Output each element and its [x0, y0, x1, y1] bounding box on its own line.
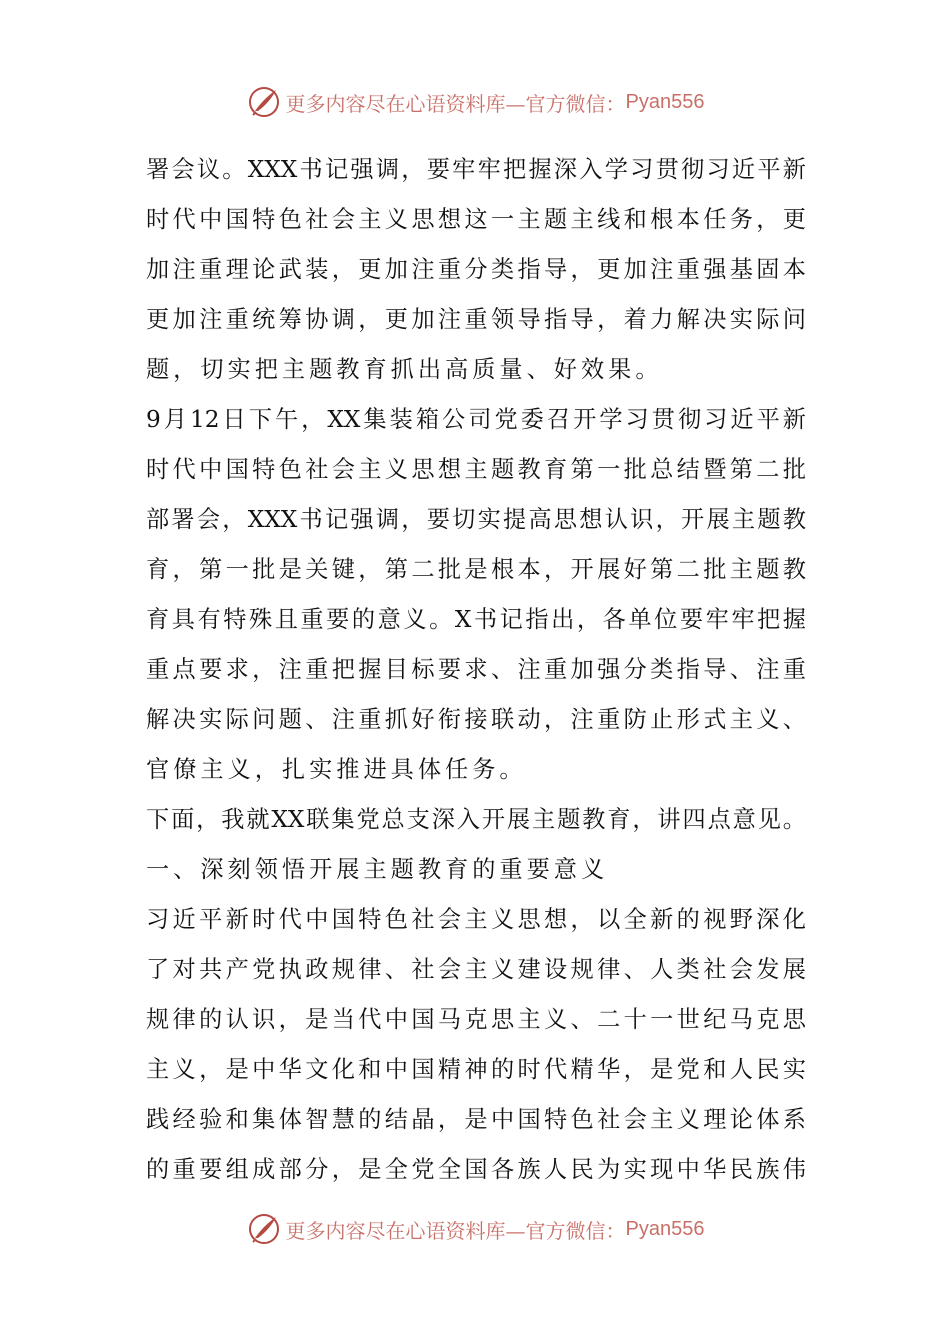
text-line: 时代中国特色社会主义思想主题教育第一批总结暨第二批 — [146, 456, 806, 483]
text-line: 题，切实把主题教育抓出高质量、好效果。 — [146, 356, 663, 383]
text-line: 规律的认识，是当代中国马克思主义、二十一世纪马克思 — [146, 1006, 806, 1033]
text-line: 署会议。XXX书记强调，要牢牢把握深入学习贯彻习近平新 — [146, 156, 806, 183]
text-line: 重点要求，注重把握目标要求、注重加强分类指导、注重 — [146, 656, 806, 683]
text-line: 加注重理论武装，更加注重分类指导，更加注重强基固本 — [146, 256, 806, 283]
text-line: 了对共产党执政规律、社会主义建设规律、人类社会发展 — [146, 956, 806, 983]
quill-seal-icon — [246, 84, 282, 120]
watermark-text: 更多内容尽在心语资料库—官方微信： — [285, 91, 626, 116]
text-line: 育，第一批是关键，第二批是根本，开展好第二批主题教 — [146, 556, 806, 583]
watermark-wechat-id: Pyan556 — [625, 90, 705, 113]
text-line: 解决实际问题、注重抓好衔接联动，注重防止形式主义、 — [146, 706, 806, 733]
text-line: 育具有特殊且重要的意义。X书记指出，各单位要牢牢把握 — [146, 606, 806, 633]
text-line: 部署会，XXX书记强调，要切实提高思想认识，开展主题教 — [146, 506, 806, 533]
watermark-banner-bottom — [0, 1209, 950, 1249]
section-heading: 一、深刻领悟开展主题教育的重要意义 — [146, 856, 609, 883]
text-line: 践经验和集体智慧的结晶，是中国特色社会主义理论体系 — [146, 1106, 806, 1133]
text-line: 的重要组成部分，是全党全国各族人民为实现中华民族伟 — [146, 1156, 806, 1183]
text-line: 下面，我就XX联集党总支深入开展主题教育，讲四点意见。 — [146, 806, 806, 833]
text-line: 时代中国特色社会主义思想这一主题主线和根本任务，更 — [146, 206, 806, 233]
quill-seal-icon — [246, 1211, 282, 1247]
text-line: 更加注重统筹协调，更加注重领导指导，着力解决实际问 — [146, 306, 806, 333]
text-line: 官僚主义，扎实推进具体任务。 — [146, 756, 527, 783]
text-line: 习近平新时代中国特色社会主义思想，以全新的视野深化 — [146, 906, 806, 933]
watermark-wechat-id: Pyan556 — [625, 1217, 705, 1240]
watermark-banner-top — [0, 82, 950, 122]
watermark-text: 更多内容尽在心语资料库—官方微信： — [285, 1218, 626, 1243]
text-line: 主义，是中华文化和中国精神的时代精华，是党和人民实 — [146, 1056, 806, 1083]
document-body — [146, 145, 806, 1195]
text-line: 9月12日下午，XX集装箱公司党委召开学习贯彻习近平新 — [146, 406, 806, 433]
